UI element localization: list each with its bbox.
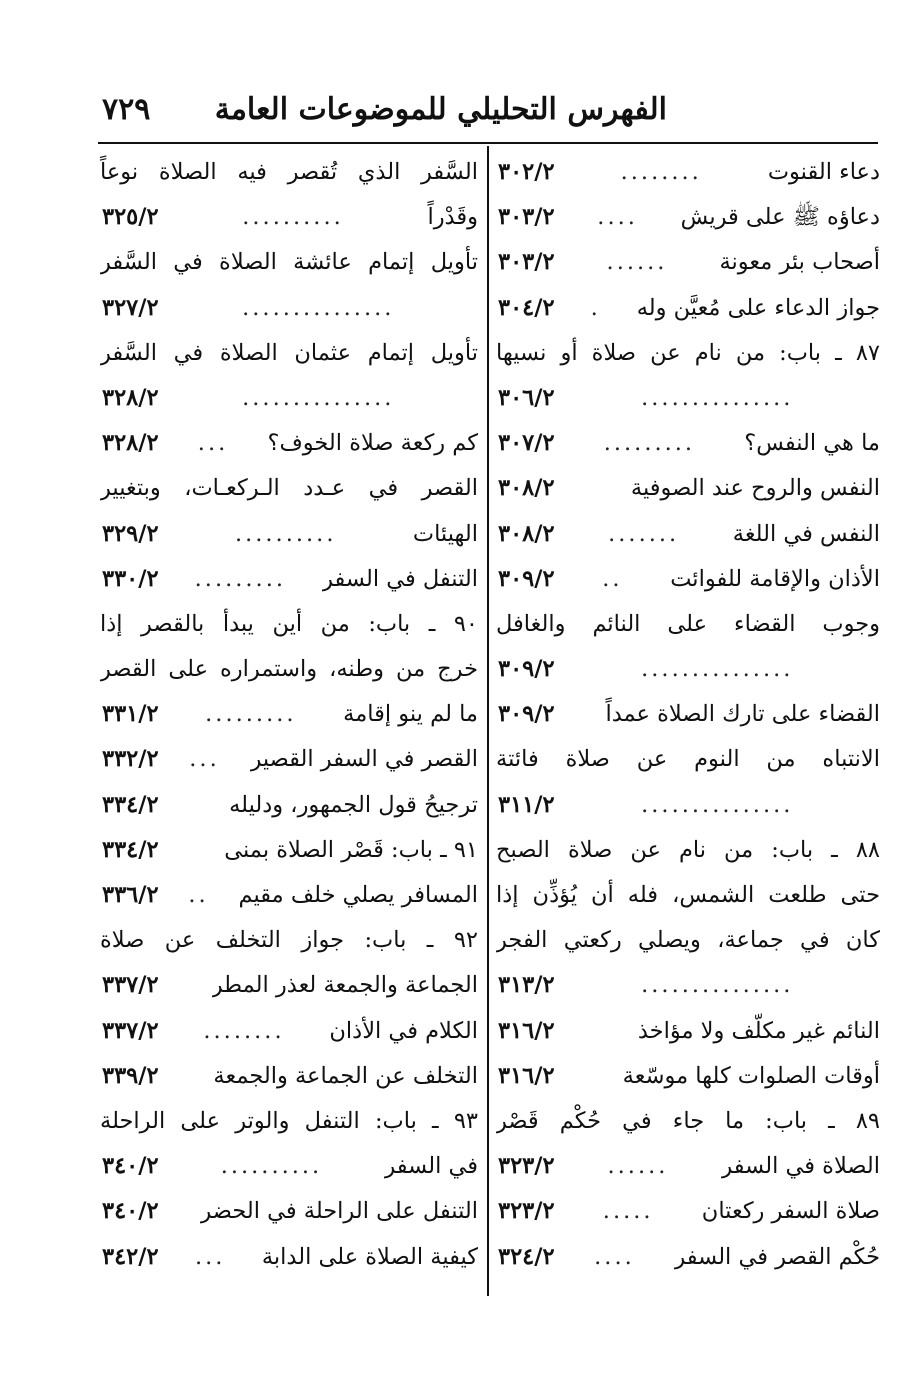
index-entry	[100, 376, 478, 421]
page-reference: ٣٣٧/٢	[102, 1017, 159, 1044]
entry-topic: تأويل إتمام عائشة الصلاة في السَّفر	[100, 249, 478, 276]
index-entry	[100, 692, 478, 737]
page-reference: ٣١٦/٢	[498, 1062, 555, 1089]
index-entry	[496, 240, 880, 285]
entry-topic: التخلف عن الجماعة والجمعة	[213, 1062, 478, 1089]
index-entry	[100, 1235, 478, 1280]
entry-topic: وجوب القضاء على النائم والغافل	[496, 610, 880, 637]
entry-topic: السَّفر الذي تُقصر فيه الصلاة نوعاً	[100, 159, 478, 185]
leader-dots: ...............	[242, 384, 395, 411]
page-reference: ٣٤٢/٢	[102, 1243, 159, 1270]
entry-topic: كيفية الصلاة على الدابة	[261, 1243, 478, 1270]
entry-topic: ما هي النفس؟	[744, 430, 880, 457]
index-entry	[496, 1009, 880, 1054]
index-entry	[496, 692, 880, 737]
index-entry	[100, 602, 478, 647]
leader-dots: .	[590, 294, 601, 321]
leader-dots: ..........	[234, 520, 337, 547]
index-entry	[496, 286, 880, 331]
leader-dots: .........	[194, 565, 287, 592]
leader-dots: .....	[602, 1198, 654, 1225]
page-reference: ٣١٣/٢	[498, 972, 555, 999]
leader-dots: ...............	[641, 791, 794, 818]
index-entry	[100, 737, 478, 782]
page-reference: ٣٠٦/٢	[498, 384, 555, 411]
index-entry	[100, 150, 478, 195]
index-entry	[100, 240, 478, 285]
index-entry	[100, 512, 478, 557]
entry-topic: ما لم ينو إقامة	[343, 701, 478, 728]
index-entry	[496, 602, 880, 647]
index-entry	[496, 512, 880, 557]
leader-dots: ..	[188, 882, 209, 908]
index-entry	[496, 150, 880, 195]
index-entry	[100, 1189, 478, 1234]
page-reference: ٣٣١/٢	[102, 701, 159, 728]
entry-topic: ٩٢ ـ باب: جواز التخلف عن صلاة	[100, 927, 478, 954]
index-entry	[496, 918, 880, 963]
page-reference: ٣٤٠/٢	[102, 1153, 159, 1180]
entry-topic: الانتباه من النوم عن صلاة فائتة	[496, 746, 880, 773]
entry-topic: ٩٣ ـ باب: التنفل والوتر على الراحلة	[100, 1107, 478, 1134]
left-column	[100, 150, 478, 1280]
index-entry	[496, 873, 880, 918]
index-entry	[100, 647, 478, 692]
entry-topic: الصلاة في السفر	[721, 1153, 880, 1180]
header-rule	[98, 142, 878, 144]
entry-topic: النفس في اللغة	[732, 520, 880, 547]
page-reference: ٣٣٧/٢	[102, 972, 159, 999]
page-reference: ٣٠٣/٢	[498, 249, 555, 276]
index-entry	[496, 466, 880, 511]
page-reference: ٣٠٢/٢	[498, 159, 555, 185]
page-reference: ٣٠٨/٢	[498, 475, 555, 502]
leader-dots: ...............	[641, 384, 794, 411]
page-reference: ٣٣٤/٢	[102, 791, 159, 818]
leader-dots: ......	[606, 249, 668, 276]
page-reference: ٣٣٦/٢	[102, 882, 159, 908]
index-entry	[100, 557, 478, 602]
index-entry	[100, 1099, 478, 1144]
page-reference: ٣٠٧/٢	[498, 430, 555, 457]
page-reference: ٣٠٣/٢	[498, 204, 555, 231]
entry-topic: الكلام في الأذان	[329, 1017, 478, 1044]
index-entry	[496, 1054, 880, 1099]
entry-topic: صلاة السفر ركعتان	[701, 1198, 880, 1225]
page-reference: ٣٣٩/٢	[102, 1062, 159, 1089]
leader-dots: ...	[189, 746, 220, 773]
index-entry	[100, 1054, 478, 1099]
leader-dots: ....	[597, 204, 638, 231]
entry-topic: ٩٠ ـ باب: من أين يبدأ بالقصر إذا	[100, 610, 478, 637]
entry-topic: حتى طلعت الشمس، فله أن يُؤذِّن إذا	[496, 882, 880, 908]
entry-topic: دعاؤه ﷺ على قريش	[680, 204, 880, 231]
index-entry	[100, 286, 478, 331]
leader-dots: ........	[203, 1017, 285, 1044]
entry-topic: دعاء القنوت	[767, 159, 880, 185]
index-entry	[496, 557, 880, 602]
index-entry	[100, 828, 478, 873]
entry-topic: القصر في السفر القصير	[250, 746, 478, 773]
index-entry	[496, 1144, 880, 1189]
page-reference: ٣٢٨/٢	[102, 384, 159, 411]
page-reference: ٣٢٨/٢	[102, 430, 159, 457]
page-reference: ٣٣٠/٢	[102, 565, 159, 592]
leader-dots: ..........	[242, 204, 344, 231]
entry-topic: ٨٨ ـ باب: من نام عن صلاة الصبح	[496, 836, 880, 863]
page-reference: ٣١١/٢	[498, 791, 555, 818]
entry-topic: وقَدْراً	[427, 204, 478, 231]
right-column	[496, 150, 880, 1280]
leader-dots: ...............	[641, 972, 794, 999]
page-reference: ٣٢٩/٢	[102, 520, 159, 547]
index-entry	[496, 647, 880, 692]
index-entry	[100, 963, 478, 1008]
page-reference: ٣٣٤/٢	[102, 836, 159, 863]
index-entry	[496, 421, 880, 466]
page-reference: ٣٢٣/٢	[498, 1198, 555, 1225]
page-reference: ٣٠٩/٢	[498, 656, 555, 683]
leader-dots: ......	[607, 1153, 669, 1180]
leader-dots: .........	[603, 430, 696, 457]
leader-dots: ...	[194, 1243, 226, 1270]
leader-dots: ...............	[641, 656, 794, 683]
index-entry	[100, 421, 478, 466]
entry-topic: جواز الدعاء على مُعيَّن وله	[636, 294, 880, 321]
page-reference: ٣٣٢/٢	[102, 746, 159, 773]
page-reference: ٣٠٩/٢	[498, 701, 555, 728]
page-reference: ٣٤٠/٢	[102, 1198, 159, 1225]
entry-topic: كم ركعة صلاة الخوف؟	[267, 430, 478, 457]
entry-topic: في السفر	[384, 1153, 478, 1180]
index-entry	[100, 783, 478, 828]
index-entry	[496, 1235, 880, 1280]
leader-dots: ...	[197, 430, 229, 457]
page-reference: ٣٠٤/٢	[498, 294, 555, 321]
entry-topic: كان في جماعة، ويصلي ركعتي الفجر	[496, 927, 880, 954]
page-reference: ٣١٦/٢	[498, 1017, 555, 1044]
entry-topic: حُكْم القصر في السفر	[674, 1243, 880, 1270]
entry-topic: الأذان والإقامة للفوائت	[670, 565, 880, 592]
entry-topic: التنفل على الراحلة في الحضر	[200, 1198, 478, 1225]
index-entry	[496, 1189, 880, 1234]
index-entry	[100, 331, 478, 376]
index-entry	[496, 828, 880, 873]
page-reference: ٣٠٨/٢	[498, 520, 555, 547]
leader-dots: ........	[620, 159, 702, 185]
index-entry	[496, 331, 880, 376]
leader-dots: ..	[602, 565, 623, 592]
page-reference: ٣٢٤/٢	[498, 1243, 555, 1270]
leader-dots: .......	[608, 520, 680, 547]
index-entry	[496, 376, 880, 421]
index-entry	[496, 963, 880, 1008]
column-divider	[487, 146, 489, 1296]
index-entry	[496, 737, 880, 782]
running-title: الفهرس التحليلي للموضوعات العامة	[214, 92, 667, 127]
index-entry	[100, 873, 478, 918]
entry-topic: خرج من وطنه، واستمراره على القصر	[100, 656, 478, 683]
entry-topic: تأويل إتمام عثمان الصلاة في السَّفر	[100, 339, 478, 366]
index-entry	[496, 195, 880, 240]
index-entry	[100, 466, 478, 511]
index-entry	[100, 1009, 478, 1054]
entry-topic: النائم غير مكلّف ولا مؤاخذ	[637, 1017, 880, 1044]
entry-topic: ٩١ ـ باب: قَصْر الصلاة بمنى	[224, 836, 478, 863]
index-entry	[100, 918, 478, 963]
leader-dots: ....	[594, 1243, 635, 1270]
entry-topic: القصر في عـدد الـركعـات، وبتغيير	[100, 475, 478, 502]
entry-topic: التنفل في السفر	[322, 565, 478, 592]
entry-topic: أوقات الصلوات كلها موسّعة	[622, 1062, 880, 1089]
page-reference: ٣٢٧/٢	[102, 294, 159, 321]
entry-topic: المسافر يصلي خلف مقيم	[238, 882, 478, 908]
entry-topic: النفس والروح عند الصوفية	[630, 475, 880, 502]
leader-dots: ...............	[242, 294, 395, 321]
leader-dots: .........	[205, 701, 297, 728]
entry-topic: الجماعة والجمعة لعذر المطر	[211, 972, 478, 999]
page-reference: ٣٢٣/٢	[498, 1153, 555, 1180]
index-entry	[100, 1144, 478, 1189]
page-reference: ٣٢٥/٢	[102, 204, 159, 231]
entry-topic: أصحاب بئر معونة	[719, 249, 880, 276]
entry-topic: الهيئات	[412, 520, 478, 547]
index-entry	[100, 195, 478, 240]
page-number: ٧٢٩	[102, 92, 151, 127]
entry-topic: ترجيحُ قول الجمهور، ودليله	[229, 791, 478, 818]
entry-topic: ٨٧ ـ باب: من نام عن صلاة أو نسيها	[496, 339, 880, 366]
index-entry	[496, 1099, 880, 1144]
index-entry	[496, 783, 880, 828]
page-reference: ٣٠٩/٢	[498, 565, 555, 592]
entry-topic: ٨٩ ـ باب: ما جاء في حُكْم قَصْر	[496, 1107, 880, 1134]
entry-topic: القضاء على تارك الصلاة عمداً	[605, 701, 880, 728]
leader-dots: ..........	[220, 1153, 323, 1180]
